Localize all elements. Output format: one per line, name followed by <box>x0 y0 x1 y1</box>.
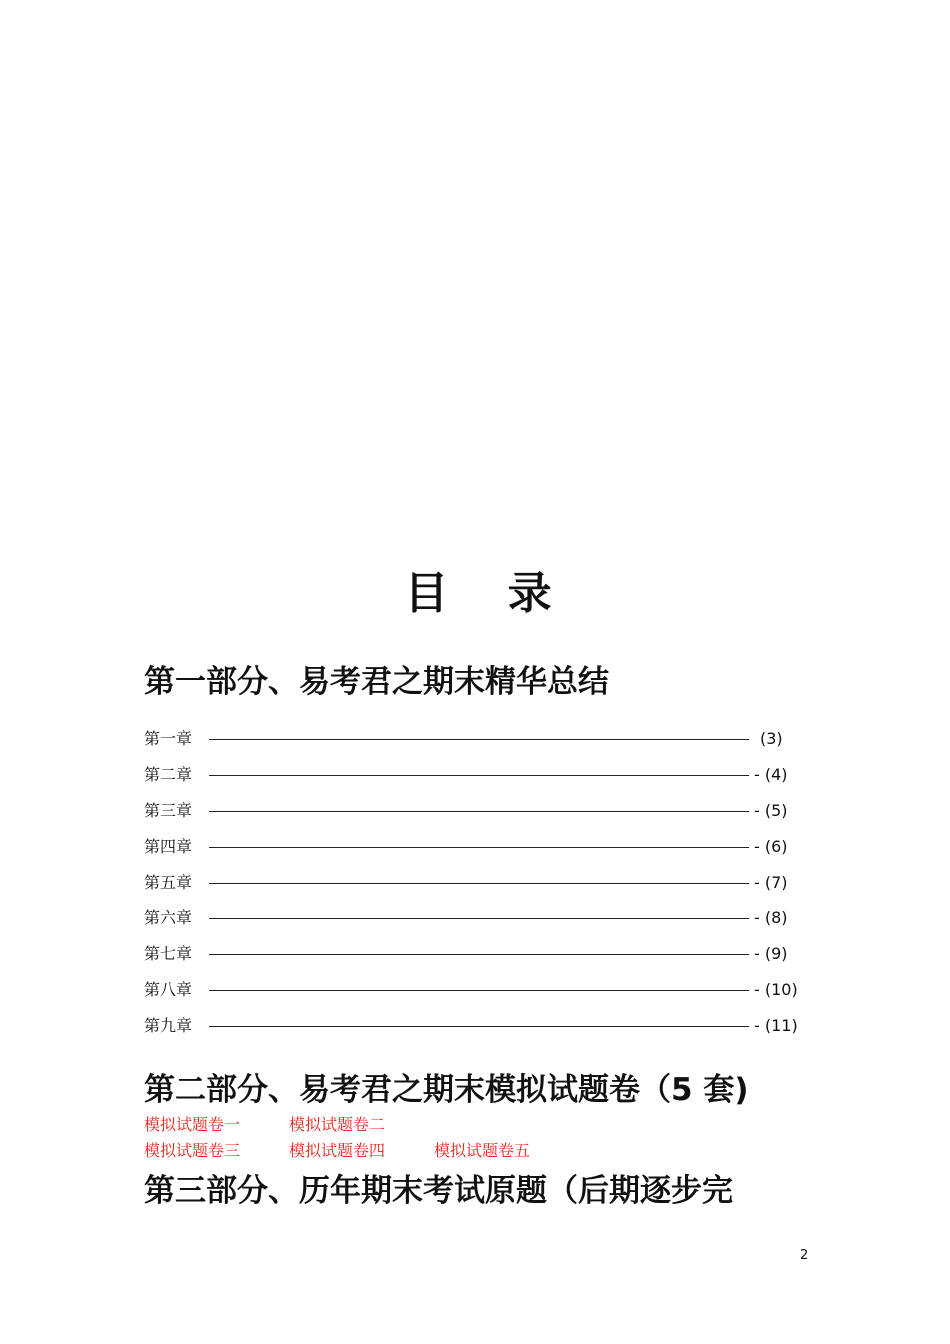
exam-link-3[interactable]: 模拟试题卷三 <box>144 1141 241 1160</box>
dot-leader <box>209 739 749 740</box>
chapter-page-ref: - (8) <box>754 908 788 927</box>
dot-leader <box>209 954 749 955</box>
chapter-name: 第八章 <box>144 980 193 999</box>
dot-leader <box>209 775 749 776</box>
dot-leader <box>209 1026 749 1027</box>
exam-link-2[interactable]: 模拟试题卷二 <box>289 1115 386 1134</box>
chapter-name: 第四章 <box>144 837 193 856</box>
dot-leader <box>209 918 749 919</box>
toc-entry-chapter-6[interactable] <box>144 906 788 930</box>
toc-entry-chapter-5[interactable] <box>144 871 788 895</box>
toc-entry-chapter-9[interactable] <box>144 1014 798 1038</box>
chapter-name: 第六章 <box>144 908 193 927</box>
chapter-name: 第二章 <box>144 765 193 784</box>
toc-entry-chapter-8[interactable] <box>144 978 798 1002</box>
chapter-name: 第九章 <box>144 1016 193 1035</box>
chapter-name: 第一章 <box>144 729 193 748</box>
part1-heading: 第一部分、易考君之期末精华总结 <box>144 664 609 700</box>
chapter-page-ref: (3) <box>760 729 783 748</box>
chapter-name: 第五章 <box>144 873 193 892</box>
page-number: 2 <box>800 1248 809 1263</box>
toc-entry-chapter-7[interactable] <box>144 942 788 966</box>
chapter-page-ref: - (10) <box>754 980 798 999</box>
chapter-page-ref: - (6) <box>754 837 788 856</box>
part3-heading: 第三部分、历年期末考试原题（后期逐步完 <box>144 1173 733 1209</box>
chapter-page-ref: - (9) <box>754 944 788 963</box>
part2-heading: 第二部分、易考君之期末模拟试题卷（5 套) <box>144 1072 749 1108</box>
toc-entry-chapter-4[interactable] <box>144 835 788 859</box>
chapter-name: 第三章 <box>144 801 193 820</box>
exam-link-1[interactable]: 模拟试题卷一 <box>144 1115 241 1134</box>
dot-leader <box>209 811 749 812</box>
dot-leader <box>209 883 749 884</box>
chapter-page-ref: - (5) <box>754 801 788 820</box>
chapter-name: 第七章 <box>144 944 193 963</box>
exam-link-4[interactable]: 模拟试题卷四 <box>289 1141 386 1160</box>
dot-leader <box>209 990 749 991</box>
chapter-page-ref: - (7) <box>754 873 788 892</box>
chapter-page-ref: - (4) <box>754 765 788 784</box>
dot-leader <box>209 847 749 848</box>
toc-entry-chapter-2[interactable] <box>144 763 788 787</box>
exam-link-5[interactable]: 模拟试题卷五 <box>434 1141 531 1160</box>
chapter-page-ref: - (11) <box>754 1016 798 1035</box>
toc-entry-chapter-3[interactable] <box>144 799 788 823</box>
toc-title: 目 录 <box>404 568 574 619</box>
toc-entry-chapter-1[interactable] <box>144 727 783 751</box>
